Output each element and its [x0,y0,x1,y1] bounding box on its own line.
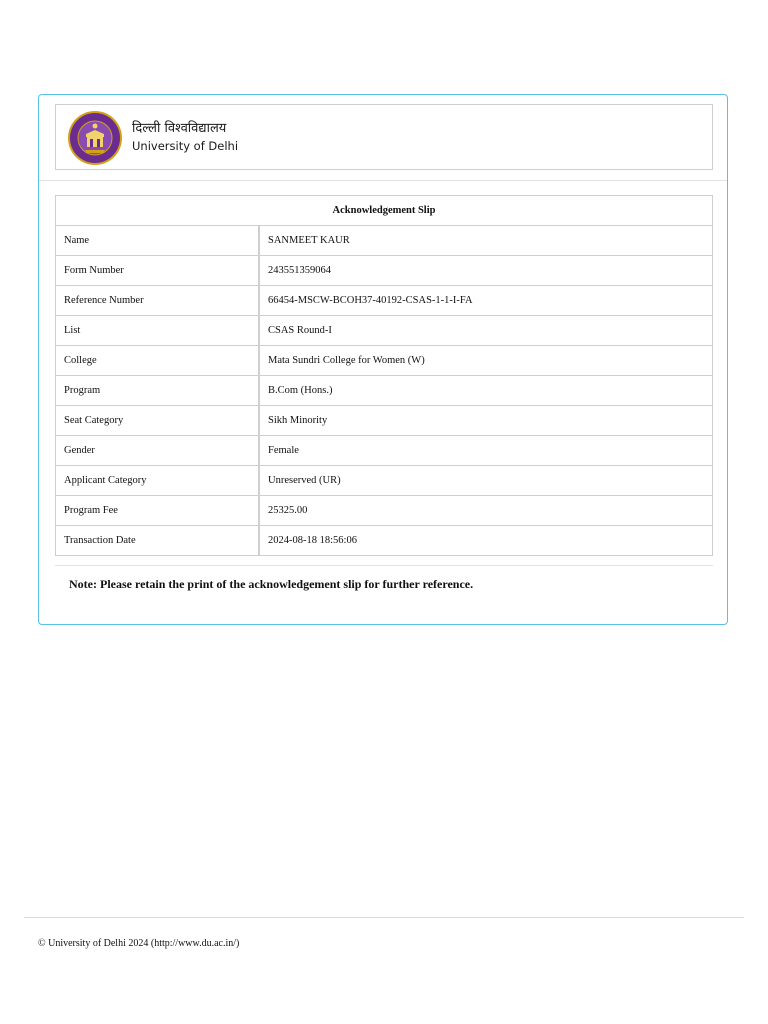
row-label: Applicant Category [56,466,260,496]
row-value: 66454-MSCW-BCOH37-40192-CSAS-1-1-I-FA [259,286,713,316]
row-label: Form Number [56,256,260,286]
row-value: Sikh Minority [259,406,713,436]
row-value: CSAS Round-I [259,316,713,346]
row-label: Name [56,226,260,256]
table-caption-row [56,196,713,226]
table-row [56,526,713,556]
table-row [56,256,713,286]
university-name-english: University of Delhi [132,139,239,153]
table-row [56,376,713,406]
row-label: Seat Category [56,406,260,436]
row-value: 243551359064 [259,256,713,286]
row-label: College [56,346,260,376]
table-row [56,316,713,346]
row-value: SANMEET KAUR [259,226,713,256]
university-header [55,104,713,170]
table-row [56,496,713,526]
university-name-hindi: दिल्ली विश्वविद्यालय [132,121,227,136]
row-label: Program [56,376,260,406]
row-value: Female [259,436,713,466]
row-label: List [56,316,260,346]
copyright-footer: © University of Delhi 2024 (http://www.du.ac.in/) [38,938,240,949]
row-label: Program Fee [56,496,260,526]
university-seal-icon [67,110,123,166]
header-divider [39,180,727,181]
row-value: B.Com (Hons.) [259,376,713,406]
retention-note: Note: Please retain the print of the acknowledgement slip for further reference. [69,577,474,591]
row-value: Mata Sundri College for Women (W) [259,346,713,376]
row-value: 25325.00 [259,496,713,526]
table-row [56,436,713,466]
row-label: Transaction Date [56,526,260,556]
slip-title: Acknowledgement Slip [56,196,713,226]
acknowledgement-card [38,94,728,625]
table-row [56,226,713,256]
row-value: 2024-08-18 18:56:06 [259,526,713,556]
row-label: Reference Number [56,286,260,316]
table-row [56,346,713,376]
row-label: Gender [56,436,260,466]
row-value: Unreserved (UR) [259,466,713,496]
table-row [56,406,713,436]
acknowledgement-table [55,195,713,556]
note-divider [55,565,713,566]
table-row [56,286,713,316]
table-row [56,466,713,496]
footer-divider [24,917,744,918]
